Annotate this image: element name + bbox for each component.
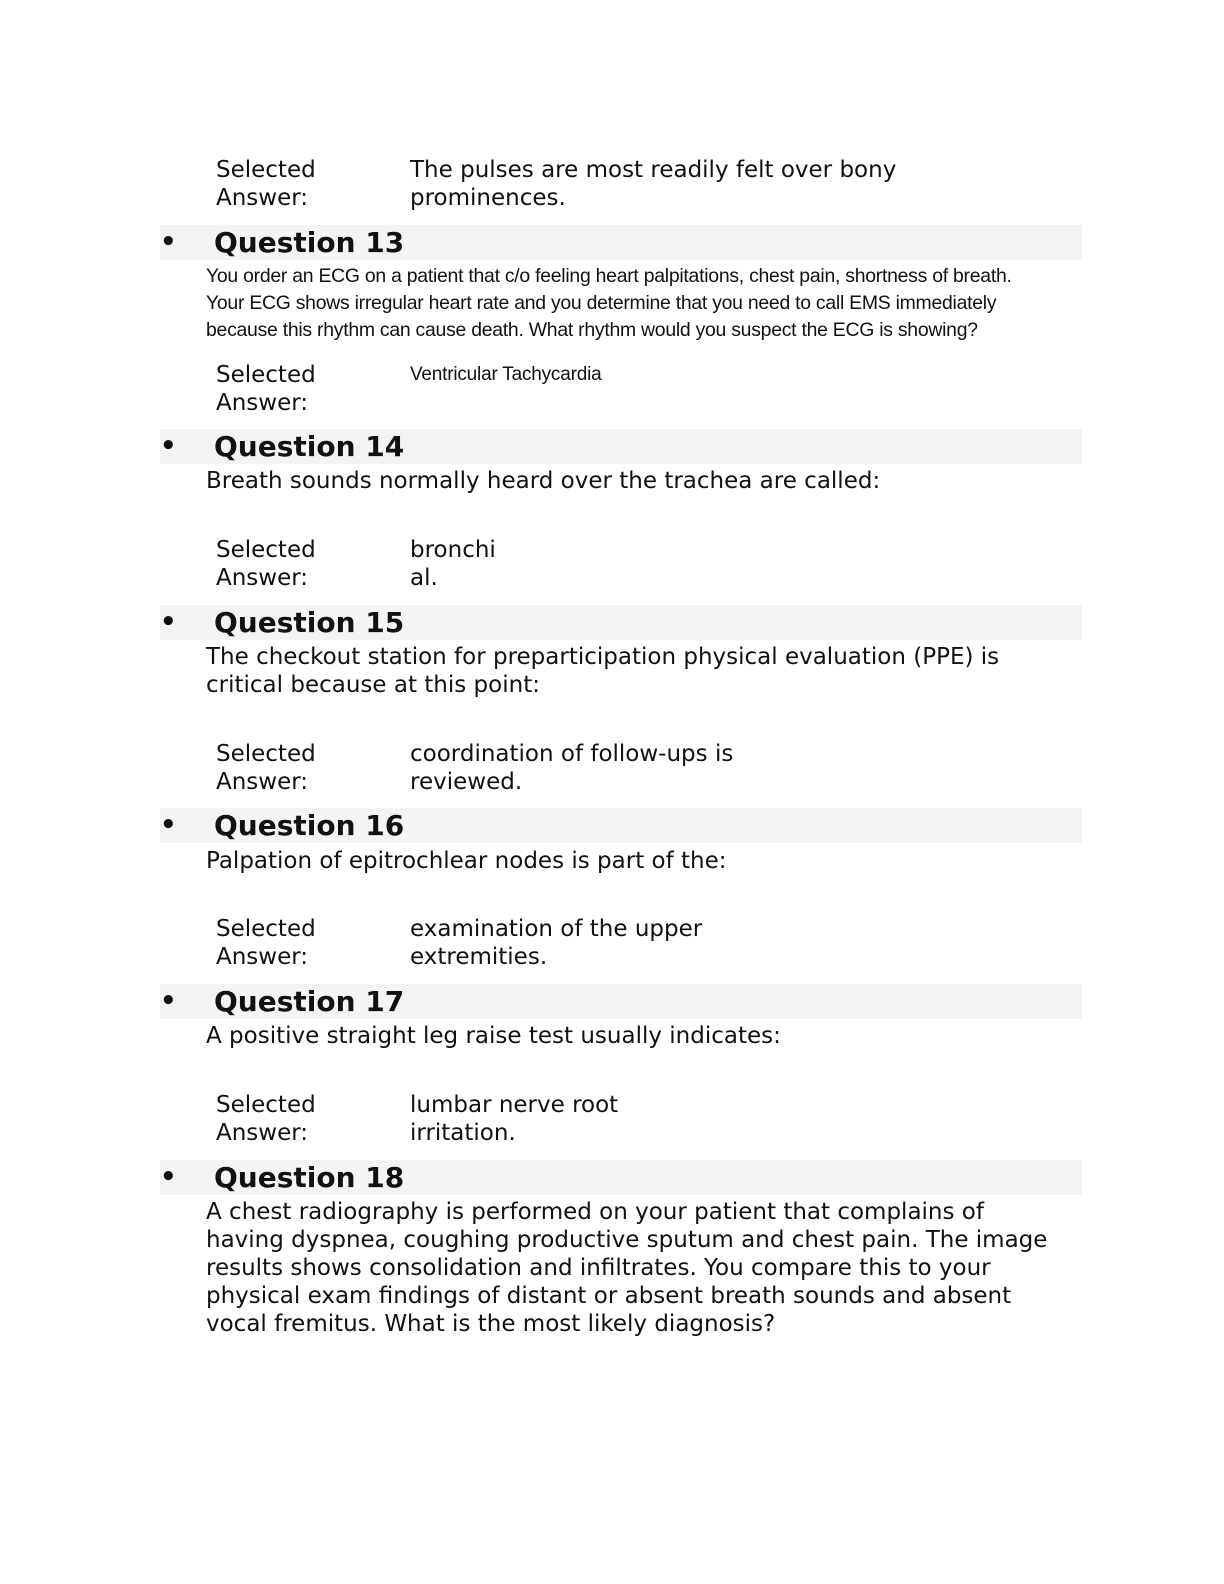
question-header-14 <box>160 429 1082 464</box>
selected-answer-value-line: irritation. <box>410 1120 516 1146</box>
question-text-13 <box>206 263 1086 344</box>
question-text-line: having dyspnea, coughing productive sputum and chest pain. The image <box>206 1227 1048 1253</box>
question-text-line: A chest radiography is performed on your patient that complains of <box>206 1199 984 1225</box>
selected-answer-label-line: Selected <box>216 916 316 942</box>
selected-answer-label-line: Answer: <box>216 390 309 416</box>
selected-answer-value-line: al. <box>410 565 438 591</box>
selected-answer-label <box>216 536 366 592</box>
selected-answer-value-line: prominences. <box>410 185 566 211</box>
selected-answer-label-line: Selected <box>216 537 316 563</box>
selected-answer-label <box>216 915 366 971</box>
selected-answer-label-line: Selected <box>216 362 316 388</box>
selected-answer-label-line: Selected <box>216 157 316 183</box>
selected-answer-label-line: Selected <box>216 1092 316 1118</box>
question-text-line: vocal fremitus. What is the most likely diagnosis? <box>206 1311 776 1337</box>
selected-answer-value <box>410 740 930 796</box>
selected-answer-value <box>410 1091 930 1147</box>
selected-answer-label <box>216 156 366 212</box>
selected-answer-label-line: Answer: <box>216 944 309 970</box>
bullet-icon: • <box>160 431 177 461</box>
question-header-15 <box>160 605 1082 640</box>
selected-answer-value <box>410 915 930 971</box>
selected-answer-value-line: reviewed. <box>410 769 523 795</box>
question-header-16 <box>160 808 1082 843</box>
selected-answer-label-line: Answer: <box>216 769 309 795</box>
selected-answer-label-line: Answer: <box>216 1120 309 1146</box>
bullet-icon: • <box>160 227 177 257</box>
question-text-line: Your ECG shows irregular heart rate and you determine that you need to call EMS immediately <box>206 292 997 314</box>
selected-answer-value <box>410 536 930 592</box>
question-text-line: You order an ECG on a patient that c/o feeling heart palpitations, chest pain, shortness of breath. <box>206 265 1012 287</box>
question-text-line: because this rhythm can cause death. What rhythm would you suspect the ECG is showing? <box>206 319 978 341</box>
question-text-line: A positive straight leg raise test usually indicates: <box>206 1023 781 1049</box>
selected-answer-label <box>216 361 366 417</box>
selected-answer-label <box>216 1091 366 1147</box>
question-text-15 <box>206 643 1086 699</box>
bullet-icon: • <box>160 607 177 637</box>
question-title: Question 13 <box>214 226 405 259</box>
bullet-icon: • <box>160 1162 177 1192</box>
question-text-16 <box>206 847 1086 875</box>
question-title: Question 15 <box>214 606 405 639</box>
question-text-17 <box>206 1022 1086 1050</box>
selected-answer-value-line: bronchi <box>410 537 496 563</box>
question-header-13 <box>160 225 1082 260</box>
question-title: Question 18 <box>214 1161 405 1194</box>
question-title: Question 14 <box>214 430 405 463</box>
selected-answer-value-line: The pulses are most readily felt over bony <box>410 157 897 183</box>
question-text-18 <box>206 1198 1086 1338</box>
selected-answer-value-line: lumbar nerve root <box>410 1092 619 1118</box>
question-text-line: results shows consolidation and infiltrates. You compare this to your <box>206 1255 991 1281</box>
question-header-17 <box>160 984 1082 1019</box>
question-title: Question 16 <box>214 809 405 842</box>
selected-answer-value <box>410 361 930 389</box>
question-text-line: The checkout station for preparticipation physical evaluation (PPE) is <box>206 644 1000 670</box>
question-header-18 <box>160 1160 1082 1195</box>
selected-answer-value-line: extremities. <box>410 944 548 970</box>
selected-answer-value-line: examination of the upper <box>410 916 703 942</box>
bullet-icon: • <box>160 986 177 1016</box>
selected-answer-value-line: Ventricular Tachycardia <box>410 364 602 385</box>
question-text-line: critical because at this point: <box>206 672 540 698</box>
selected-answer-label-line: Answer: <box>216 565 309 591</box>
selected-answer-value <box>410 156 930 212</box>
question-text-line: physical exam findings of distant or absent breath sounds and absent <box>206 1283 1012 1309</box>
question-title: Question 17 <box>214 985 405 1018</box>
bullet-icon: • <box>160 810 177 840</box>
selected-answer-label <box>216 740 366 796</box>
question-text-line: Palpation of epitrochlear nodes is part of the: <box>206 848 727 874</box>
selected-answer-label-line: Answer: <box>216 185 309 211</box>
question-text-14 <box>206 467 1086 495</box>
selected-answer-value-line: coordination of follow-ups is <box>410 741 734 767</box>
selected-answer-label-line: Selected <box>216 741 316 767</box>
question-text-line: Breath sounds normally heard over the trachea are called: <box>206 468 881 494</box>
